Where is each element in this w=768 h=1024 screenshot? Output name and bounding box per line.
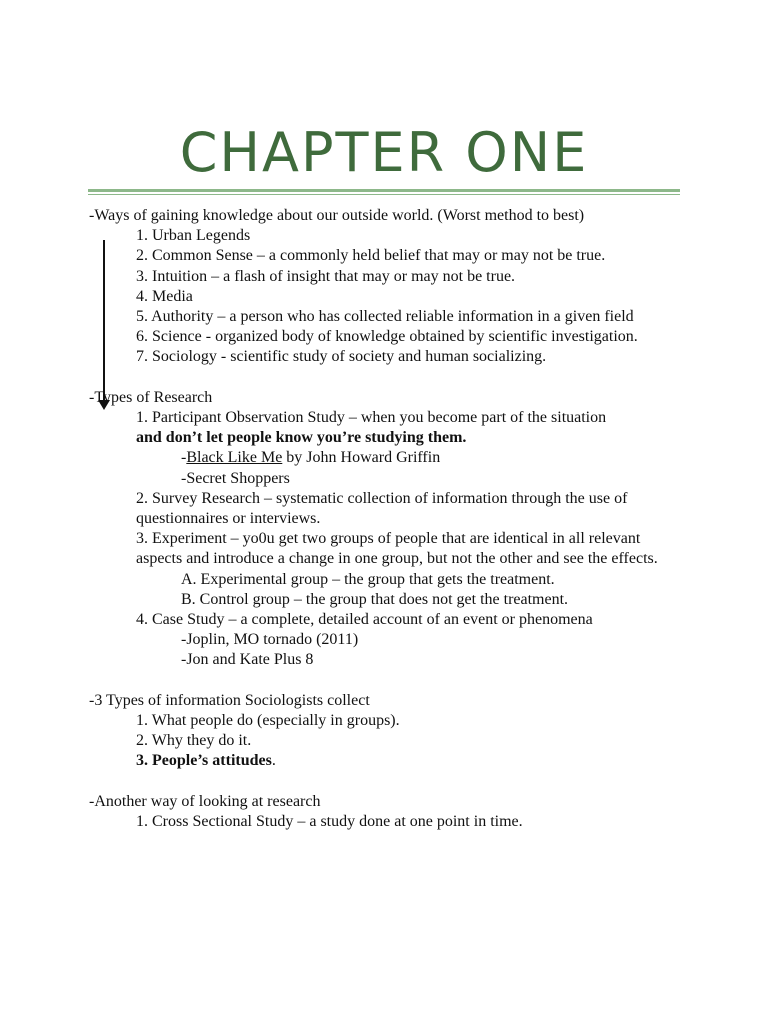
sub-item-prefix: - [181,449,187,467]
page-title: CHAPTER ONE [179,121,589,184]
list-item: 4. Media [136,287,193,305]
research-heading: -Types of Research [89,388,213,406]
list-item: 1. What people do (especially in groups). [136,712,400,730]
period: . [271,752,276,770]
list-item: 2. Why they do it. [136,732,252,750]
list-item: 2. Common Sense – a commonly held belief that may or may not be true. [136,247,606,265]
another-heading: -Another way of looking at research [89,792,321,810]
list-item: 1. Participant Observation Study – when you become part of the situation [136,409,607,427]
bold-text: 3. People’s attitudes [136,752,272,770]
title-rule-thick [88,189,680,192]
knowledge-heading: -Ways of gaining knowledge about our outside world. (Worst method to best) [89,207,585,224]
info-heading: -3 Types of information Sociologists collect [89,691,370,709]
list-item: 2. Survey Research – systematic collection of information through the use of questionnaires or interviews. [136,489,628,528]
list-item: 1. Urban Legends [136,227,251,245]
list-item: 1. Cross Sectional Study – a study done at one point in time. [136,813,523,831]
sub-item: -Joplin, MO tornado (2011) [181,631,359,649]
sub-item-book [89,448,689,468]
list-item: 4. Case Study – a complete, detailed account of an event or phenomena [136,611,593,629]
list-item: 6. Science - organized body of knowledge obtained by scientific investigation. [136,328,638,346]
sub-item: B. Control group – the group that does not get the treatment. [181,590,569,608]
list-item: 3. Intuition – a flash of insight that may or may not be true. [136,267,516,285]
sub-item: -Secret Shoppers [181,469,290,487]
title-rule-thin [88,194,680,195]
document-body [89,206,689,832]
book-author: by John Howard Griffin [282,449,441,467]
book-title: Black Like Me [186,449,283,467]
list-item: 7. Sociology - scientific study of society and human socializing. [136,348,547,366]
list-item: 3. Experiment – yo0u get two groups of people that are identical in all relevant aspects and introduce a change in one group, but not the other and see the effects. [136,530,658,568]
sub-item: -Jon and Kate Plus 8 [181,651,314,669]
sub-item: A. Experimental group – the group that gets the treatment. [181,570,555,588]
list-item: 5. Authority – a person who has collected reliable information in a given field [136,308,634,326]
list-item [89,751,689,771]
list-item-continuation: and don’t let people know you’re studying them. [136,429,467,447]
